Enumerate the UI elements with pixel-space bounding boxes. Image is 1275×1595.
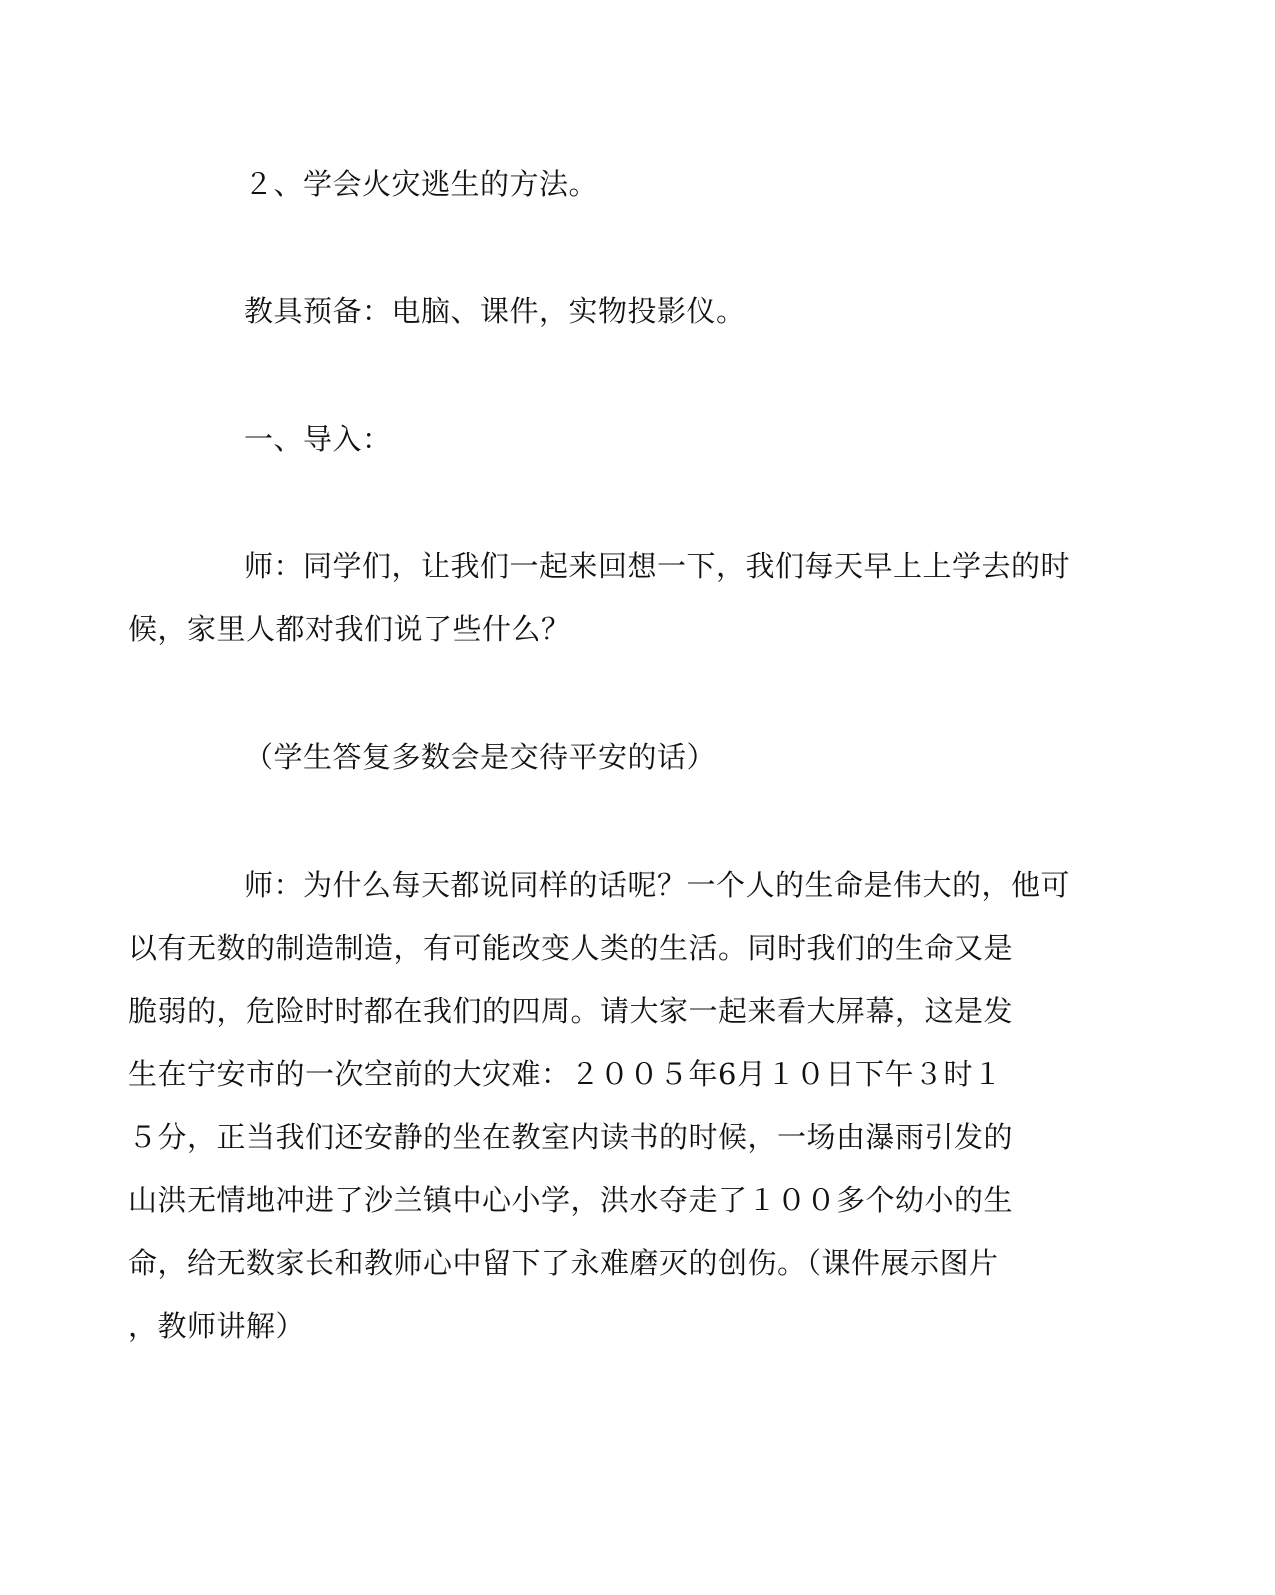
paragraph-teacher-explanation <box>128 854 1071 1358</box>
text-line: 师：同学们，让我们一起来回想一下，我们每天早上上学去的时 <box>244 549 1071 583</box>
paragraph-student-answer <box>186 726 1046 789</box>
text-line: 生在宁安市的一次空前的大灾难：２００５年6月１０日下午３时１ <box>128 1057 1003 1091</box>
text-line: ２、学会火灾逃生的方法。 <box>244 167 599 201</box>
text-line: ，教师讲解） <box>128 1309 306 1343</box>
text-line: 候，家里人都对我们说了些什么？ <box>128 612 571 646</box>
text-line: ５分，正当我们还安静的坐在教室内读书的时候，一场由瀑雨引发的 <box>128 1120 1014 1154</box>
paragraph-teaching-aids <box>186 280 1046 343</box>
paragraph-teacher-question <box>128 535 1071 661</box>
paragraph-objective-2 <box>186 153 1046 216</box>
text-line: 教具预备：电脑、课件，实物投影仪。 <box>244 294 746 328</box>
text-line: 山洪无情地冲进了沙兰镇中心小学，洪水夺走了１００多个幼小的生 <box>128 1183 1014 1217</box>
text-line: 一、导入： <box>244 422 392 456</box>
text-line: 以有无数的制造制造，有可能改变人类的生活。同时我们的生命又是 <box>128 931 1014 965</box>
text-line: 命，给无数家长和教师心中留下了永难磨灭的创伤。（课件展示图片 <box>128 1246 999 1280</box>
paragraph-section-intro-heading <box>186 408 1046 471</box>
text-line: 师：为什么每天都说同样的话呢？一个人的生命是伟大的，他可 <box>244 868 1071 902</box>
text-line: 脆弱的，危险时时都在我们的四周。请大家一起来看大屏幕，这是发 <box>128 994 1014 1028</box>
text-line: （学生答复多数会是交待平安的话） <box>244 740 717 774</box>
